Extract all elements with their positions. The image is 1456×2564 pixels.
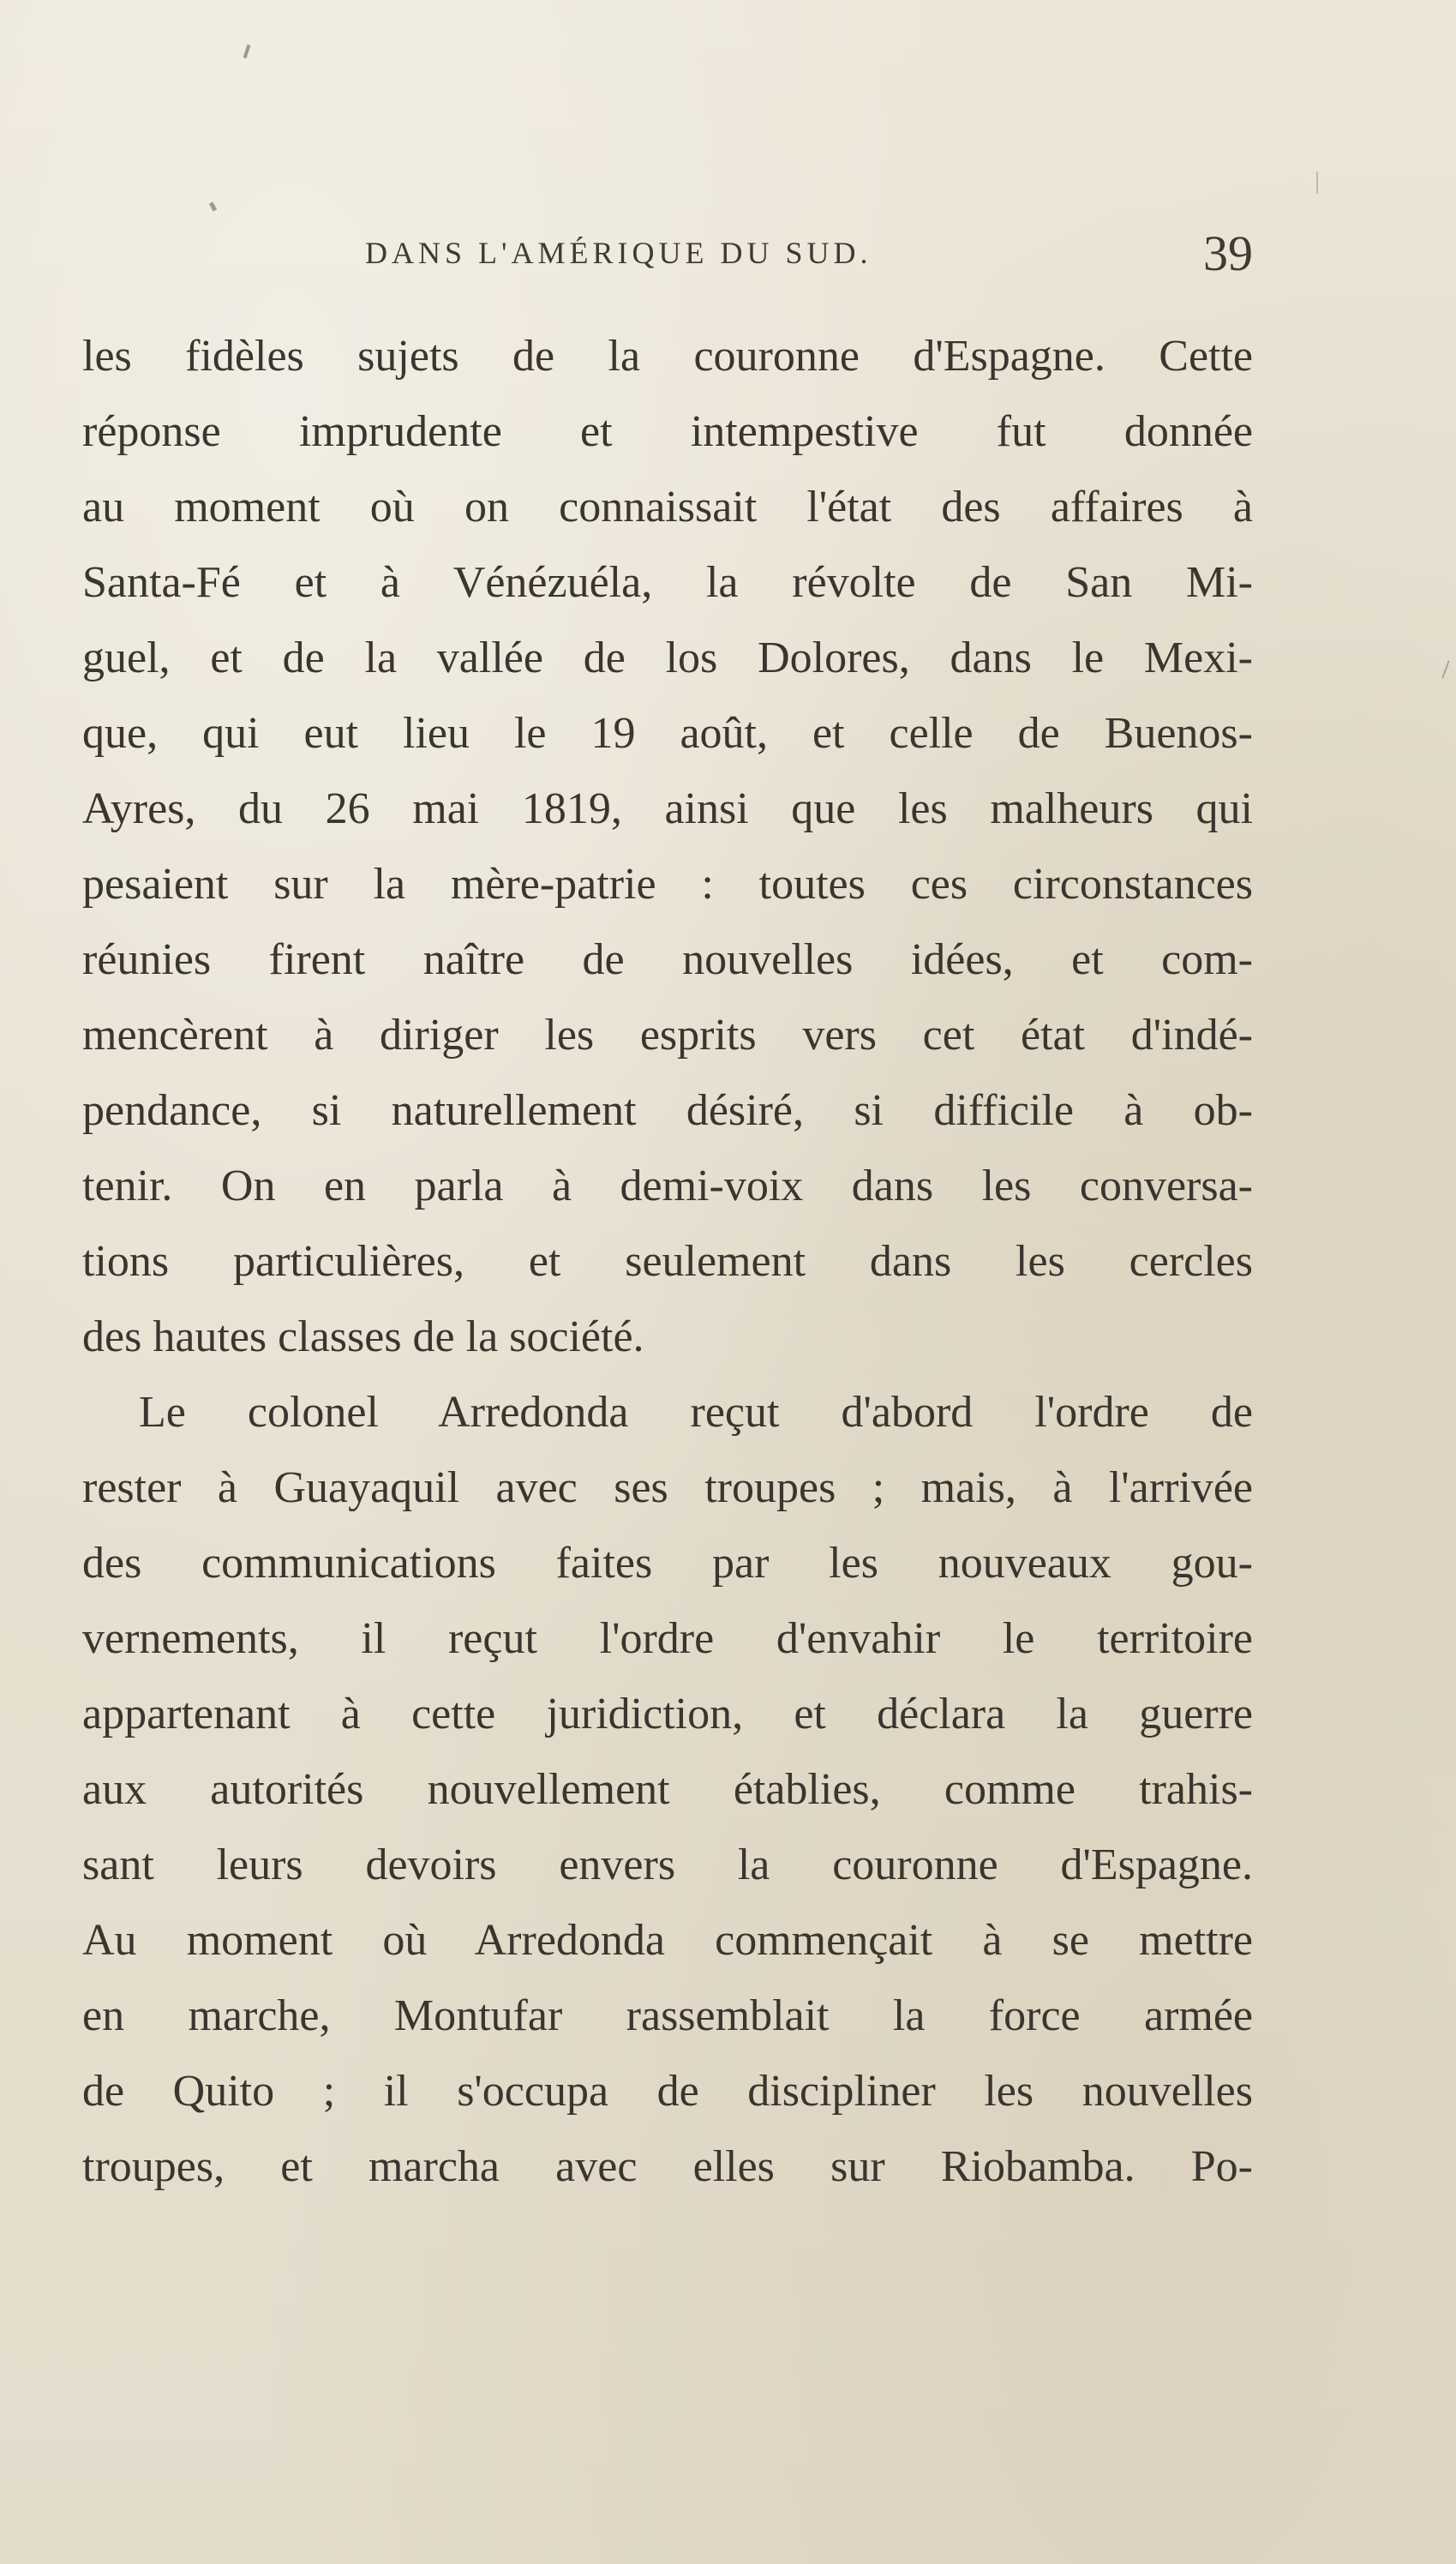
ink-speck — [243, 45, 251, 58]
text-line: pesaient sur la mère-patrie : toutes ces circonstances — [82, 860, 1253, 909]
text-line: les fidèles sujets de la couronne d'Espagne. Cette — [82, 332, 1253, 381]
page-number: 39 — [1203, 225, 1253, 281]
text-line: sant leurs devoirs envers la couronne d'Espagne. — [82, 1840, 1253, 1889]
text-line: aux autorités nouvellement établies, comme trahis- — [82, 1765, 1253, 1814]
ink-speck — [209, 201, 217, 211]
text-line: que, qui eut lieu le 19 août, et celle de Buenos- — [82, 709, 1253, 758]
text-line: de Quito ; il s'occupa de discipliner les nouvelles — [82, 2067, 1253, 2116]
text-line: Ayres, du 26 mai 1819, ainsi que les malheurs qui — [82, 784, 1253, 833]
text-line: appartenant à cette juridiction, et déclara la guerre — [82, 1690, 1253, 1738]
paragraph — [82, 1375, 1253, 2205]
text-line: rester à Guayaquil avec ses troupes ; mais, à l'arrivée — [82, 1463, 1253, 1512]
ink-speck — [1441, 660, 1449, 678]
body-text — [82, 319, 1253, 2205]
text-line: au moment où on connaissait l'état des affaires à — [82, 483, 1253, 531]
text-line: pendance, si naturellement désiré, si difficile à ob- — [82, 1086, 1253, 1135]
text-line: tions particulières, et seulement dans les cercles — [82, 1237, 1253, 1286]
text-line: Le colonel Arredonda reçut d'abord l'ordre de — [139, 1388, 1253, 1437]
paragraph — [82, 319, 1253, 1375]
text-line: Au moment où Arredonda commençait à se mettre — [82, 1916, 1253, 1965]
text-line: des hautes classes de la société. — [82, 1312, 644, 1361]
text-line: réunies firent naître de nouvelles idées, et com- — [82, 935, 1253, 984]
text-line: tenir. On en parla à demi-voix dans les conversa- — [82, 1162, 1253, 1210]
text-line: en marche, Montufar rassemblait la force armée — [82, 1991, 1253, 2040]
page-header — [82, 225, 1253, 285]
ink-speck — [1316, 171, 1318, 194]
text-line: des communications faites par les nouveaux gou- — [82, 1539, 1253, 1588]
running-head: DANS L'AMÉRIQUE DU SUD. — [365, 236, 872, 270]
text-line: vernements, il reçut l'ordre d'envahir le territoire — [82, 1614, 1253, 1663]
text-line: réponse imprudente et intempestive fut donnée — [82, 407, 1253, 456]
text-line: Santa-Fé et à Vénézuéla, la révolte de San Mi- — [82, 558, 1253, 607]
text-line: troupes, et marcha avec elles sur Riobamba. Po- — [82, 2142, 1253, 2191]
text-line: guel, et de la vallée de los Dolores, dans le Mexi- — [82, 633, 1253, 682]
text-line: mencèrent à diriger les esprits vers cet état d'indé- — [82, 1011, 1253, 1060]
